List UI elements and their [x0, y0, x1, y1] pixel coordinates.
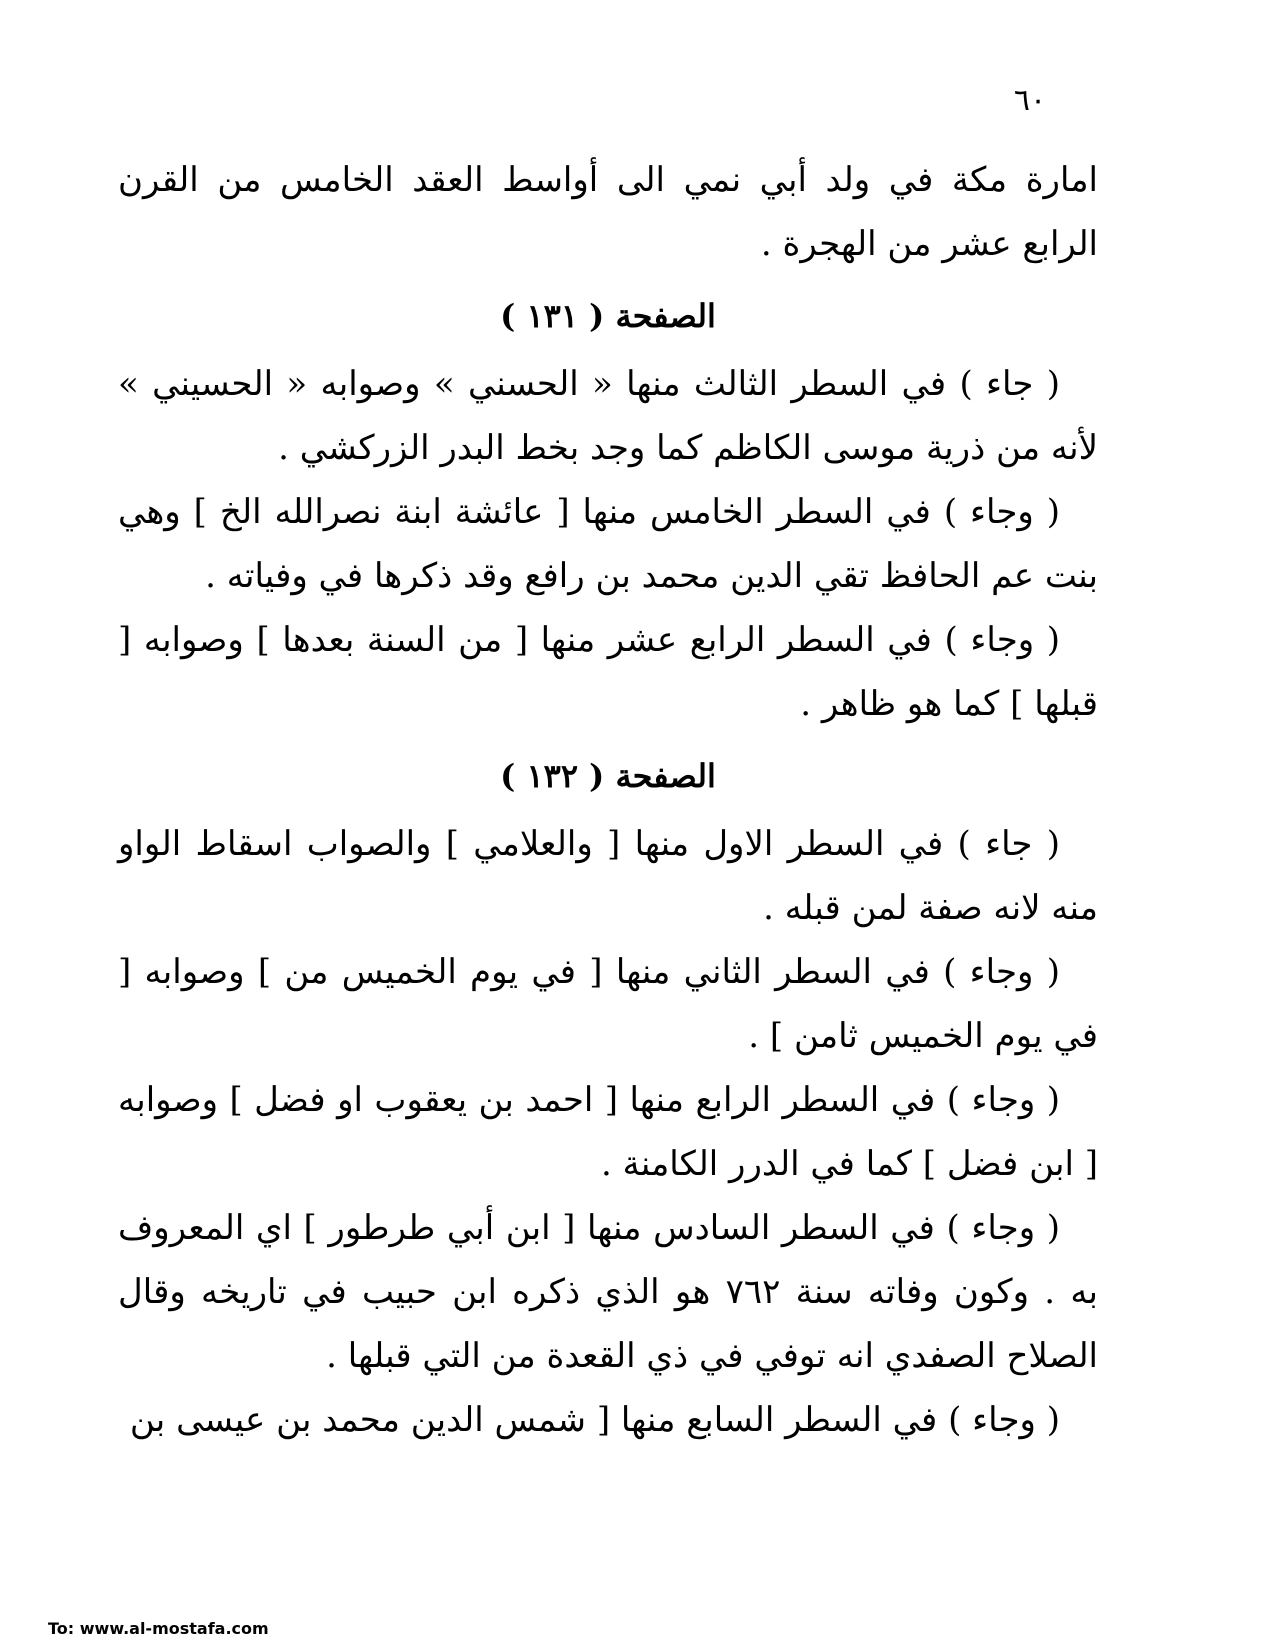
erratum-entry: ( وجاء ) في السطر الثاني منها [ في يوم الخميس من ] وصوابه [ في يوم الخميس ثامن ] . — [118, 952, 1098, 1056]
erratum-entry: ( وجاء ) في السطر السادس منها [ ابن أبي طرطور ] اي المعروف به . وكون وفاته سنة ٧٦٢ هو الذي ذكره ابن حبيب في تاريخه وقال الصلاح الصفدي انه توفي في ذي القعدة من التي قبلها . — [118, 1208, 1099, 1376]
erratum-entry: ( وجاء ) في السطر الرابع منها [ احمد بن يعقوب او فضل ] وصوابه [ ابن فضل ] كما في الدرر الكامنة . — [118, 1080, 1098, 1184]
source-footer: To: www.al-mostafa.com — [48, 1619, 269, 1638]
erratum-entry: ( وجاء ) في السطر الخامس منها [ عائشة ابنة نصرالله الخ ] وهي بنت عم الحافظ تقي الدين محمد بن رافع وقد ذكرها في وفياته . — [118, 492, 1098, 596]
erratum-entry: ( جاء ) في السطر الثالث منها « الحسني » وصوابه « الحسيني » لأنه من ذرية موسى الكاظم كما وجد بخط البدر الزركشي . — [118, 364, 1098, 468]
page-number: ٦٠ — [1013, 83, 1047, 118]
continued-paragraph: امارة مكة في ولد أبي نمي الى أواسط العقد الخامس من القرن الرابع عشر من الهجرة . — [118, 160, 1098, 264]
section-heading-page-131: الصفحة ( ١٣١ ) — [500, 297, 716, 335]
section-heading-page-132: الصفحة ( ١٣٢ ) — [500, 757, 716, 795]
page-body — [118, 148, 1098, 1452]
erratum-entry: ( وجاء ) في السطر السابع منها [ شمس الدين محمد بن عيسى بن — [129, 1400, 1060, 1440]
erratum-entry: ( جاء ) في السطر الاول منها [ والعلامي ] والصواب اسقاط الواو منه لانه صفة لمن قبله . — [118, 824, 1098, 928]
erratum-entry: ( وجاء ) في السطر الرابع عشر منها [ من السنة بعدها ] وصوابه [ قبلها ] كما هو ظاهر . — [118, 620, 1098, 724]
